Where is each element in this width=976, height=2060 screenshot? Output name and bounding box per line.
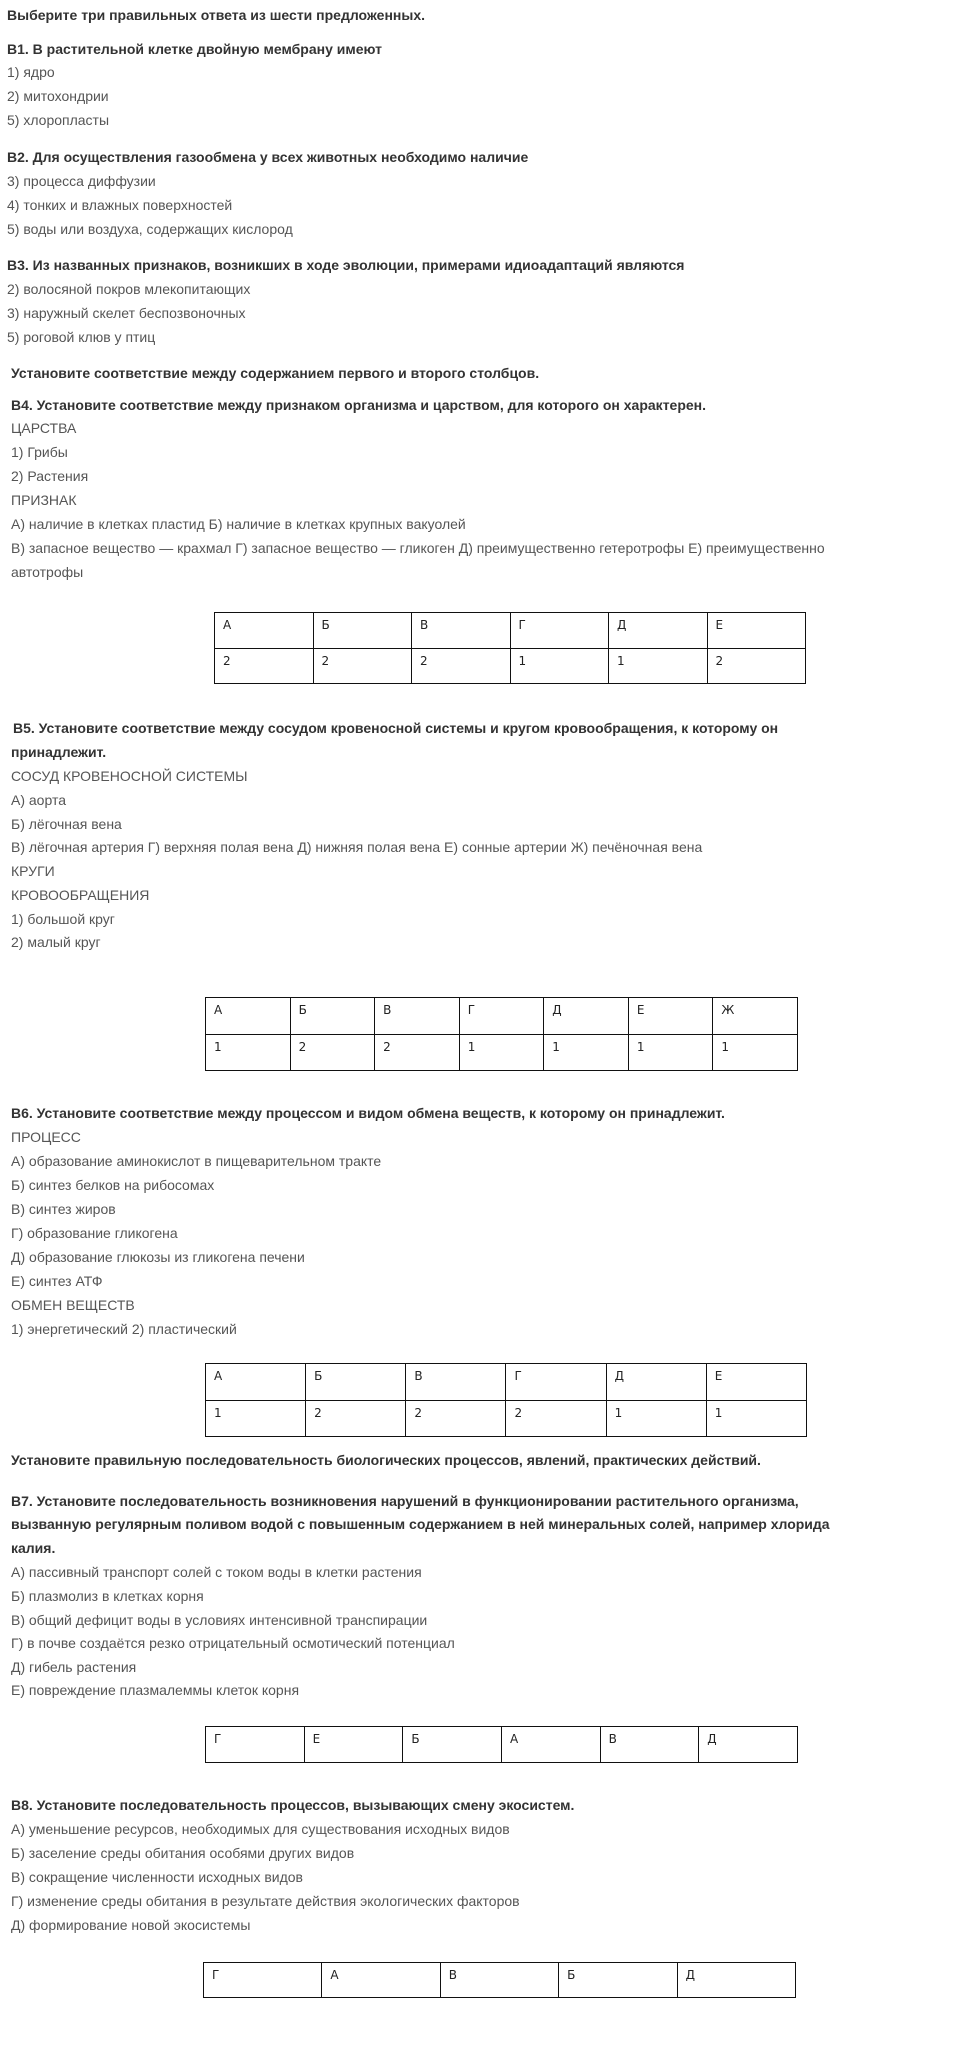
sequence-instruction: Установите правильную последовательность биологических процессов, явлений, практических действий.: [11, 1452, 761, 1468]
option-line: А) образование аминокислот в пищеварительном тракте: [11, 1153, 382, 1169]
table-cell: А: [215, 613, 314, 649]
table-cell: 1: [510, 649, 609, 684]
table-cell: Е: [628, 998, 713, 1035]
option-line: Д) гибель растения: [11, 1659, 137, 1675]
table-cell: 1: [609, 649, 708, 684]
table-cell: 2: [375, 1035, 460, 1071]
table-cell: 2: [406, 1401, 506, 1437]
table-cell: В: [406, 1364, 506, 1401]
table-cell: Г: [510, 613, 609, 649]
select-three-instruction: Выберите три правильных ответа из шести предложенных.: [7, 7, 425, 23]
table-header-row: [215, 613, 806, 649]
option-line: В) общий дефицит воды в условиях интенсивной транспирации: [11, 1612, 428, 1628]
question-b7: В7. Установите последовательность возникновения нарушений в функционировании растительного организма,: [11, 1493, 799, 1509]
option-line: В) запасное вещество — крахмал Г) запасное вещество — гликоген Д) преимущественно гетеротрофы Е) преимущественно: [11, 540, 825, 556]
table-cell: В: [412, 613, 511, 649]
table-cell: А: [322, 1963, 440, 1998]
column-heading: ПРОЦЕСС: [11, 1129, 81, 1145]
table-cell: 2: [290, 1035, 375, 1071]
table-cell: 2: [313, 649, 412, 684]
sequence-table-b7: [205, 1726, 798, 1763]
table-cell: Б: [559, 1963, 677, 1998]
option-line: 1) большой круг: [11, 911, 115, 927]
table-cell: 2: [306, 1401, 406, 1437]
answer-table-b6: [205, 1363, 807, 1437]
option-line: Г) образование гликогена: [11, 1225, 178, 1241]
column-heading: СОСУД КРОВЕНОСНОЙ СИСТЕМЫ: [11, 768, 248, 784]
column-heading: ПРИЗНАК: [11, 492, 77, 508]
table-cell: Б: [306, 1364, 406, 1401]
option-line: Б) плазмолиз в клетках корня: [11, 1588, 204, 1604]
table-cell: Г: [204, 1963, 322, 1998]
sequence-table-b8: [203, 1962, 796, 1998]
question-b4: В4. Установите соответствие между признаком организма и царством, для которого он характерен.: [11, 397, 707, 413]
table-cell: Д: [699, 1727, 798, 1763]
question-b7-continued: вызванную регулярным поливом водой с повышенным содержанием в ней минеральных солей, например хлорида: [11, 1516, 830, 1532]
table-cell: 2: [215, 649, 314, 684]
option-line: Б) заселение среды обитания особями других видов: [11, 1845, 355, 1861]
table-cell: Д: [544, 998, 629, 1035]
column-heading: ОБМЕН ВЕЩЕСТВ: [11, 1297, 135, 1313]
table-header-row: [206, 1364, 807, 1401]
table-row: [206, 1035, 798, 1071]
table-row: [206, 1727, 798, 1763]
question-b5-continued: принадлежит.: [11, 744, 107, 760]
table-cell: В: [600, 1727, 699, 1763]
table-header-row: [206, 998, 798, 1035]
answer-item: 2) митохондрии: [7, 88, 109, 104]
table-cell: 1: [606, 1401, 706, 1437]
option-line: Д) образование глюкозы из гликогена печени: [11, 1249, 305, 1265]
option-line: Б) лёгочная вена: [11, 816, 122, 832]
match-instruction: Установите соответствие между содержанием первого и второго столбцов.: [11, 365, 540, 381]
option-line: 2) Растения: [11, 468, 89, 484]
table-cell: Б: [290, 998, 375, 1035]
table-cell: 2: [707, 649, 806, 684]
table-cell: Д: [609, 613, 708, 649]
table-cell: Д: [606, 1364, 706, 1401]
option-line: 1) Грибы: [11, 444, 68, 460]
option-line: Г) в почве создаётся резко отрицательный осмотический потенциал: [11, 1635, 455, 1651]
option-line: Д) формирование новой экосистемы: [11, 1917, 251, 1933]
answer-item: 5) хлоропласты: [7, 112, 110, 128]
question-b3: В3. Из названных признаков, возникших в ходе эволюции, примерами идиоадаптаций являются: [7, 257, 685, 273]
option-line: А) наличие в клетках пластид Б) наличие в клетках крупных вакуолей: [11, 516, 466, 532]
option-line: Е) синтез АТФ: [11, 1273, 103, 1289]
option-line: А) пассивный транспорт солей с током воды в клетки растения: [11, 1564, 422, 1580]
table-cell: Д: [677, 1963, 795, 1998]
table-cell: Е: [707, 613, 806, 649]
answer-item: 5) воды или воздуха, содержащих кислород: [7, 221, 293, 237]
answer-item: 5) роговой клюв у птиц: [7, 329, 156, 345]
table-cell: А: [206, 1364, 306, 1401]
question-b2: В2. Для осуществления газообмена у всех животных необходимо наличие: [7, 149, 529, 165]
table-cell: 1: [206, 1035, 291, 1071]
option-line: В) лёгочная артерия Г) верхняя полая вена Д) нижняя полая вена Е) сонные артерии Ж) печёночная вена: [11, 839, 703, 855]
table-row: [206, 1401, 807, 1437]
question-b5: В5. Установите соответствие между сосудом кровеносной системы и кругом кровообращения, к которому он: [13, 720, 779, 736]
table-cell: Е: [706, 1364, 806, 1401]
answer-table-b4: [214, 612, 806, 684]
option-line: А) аорта: [11, 792, 66, 808]
table-cell: 2: [506, 1401, 606, 1437]
option-line: 2) малый круг: [11, 934, 101, 950]
option-line: Е) повреждение плазмалеммы клеток корня: [11, 1682, 300, 1698]
column-heading: КРОВООБРАЩЕНИЯ: [11, 887, 150, 903]
table-row: [215, 649, 806, 684]
column-heading: ЦАРСТВА: [11, 420, 77, 436]
option-line: Б) синтез белков на рибосомах: [11, 1177, 215, 1193]
answer-item: 4) тонких и влажных поверхностей: [7, 197, 233, 213]
table-cell: В: [375, 998, 460, 1035]
table-cell: 1: [706, 1401, 806, 1437]
option-line: В) сокращение численности исходных видов: [11, 1869, 303, 1885]
option-line: В) синтез жиров: [11, 1201, 116, 1217]
table-cell: Г: [459, 998, 544, 1035]
option-line: А) уменьшение ресурсов, необходимых для существования исходных видов: [11, 1821, 510, 1837]
table-cell: Г: [206, 1727, 305, 1763]
answer-table-b5: [205, 997, 798, 1071]
table-cell: Б: [313, 613, 412, 649]
option-line: автотрофы: [11, 564, 84, 580]
option-line: 1) энергетический 2) пластический: [11, 1321, 237, 1337]
table-cell: Е: [304, 1727, 403, 1763]
answer-item: 2) волосяной покров млекопитающих: [7, 281, 251, 297]
question-b8: В8. Установите последовательность процессов, вызывающих смену экосистем.: [11, 1797, 575, 1813]
table-cell: 1: [544, 1035, 629, 1071]
table-cell: 1: [628, 1035, 713, 1071]
table-row: [204, 1963, 796, 1998]
table-cell: 1: [206, 1401, 306, 1437]
question-b6: В6. Установите соответствие между процессом и видом обмена веществ, к которому он принадлежит.: [11, 1105, 725, 1121]
answer-item: 3) процесса диффузии: [7, 173, 156, 189]
table-cell: В: [440, 1963, 558, 1998]
question-b7-continued: калия.: [11, 1540, 56, 1556]
question-b1: В1. В растительной клетке двойную мембрану имеют: [7, 41, 382, 57]
table-cell: 2: [412, 649, 511, 684]
option-line: Г) изменение среды обитания в результате действия экологических факторов: [11, 1893, 520, 1909]
table-cell: 1: [459, 1035, 544, 1071]
table-cell: Ж: [713, 998, 798, 1035]
table-cell: Б: [403, 1727, 502, 1763]
column-heading: КРУГИ: [11, 863, 55, 879]
answer-item: 1) ядро: [7, 64, 55, 80]
answer-item: 3) наружный скелет беспозвоночных: [7, 305, 246, 321]
table-cell: 1: [713, 1035, 798, 1071]
table-cell: А: [501, 1727, 600, 1763]
table-cell: А: [206, 998, 291, 1035]
table-cell: Г: [506, 1364, 606, 1401]
